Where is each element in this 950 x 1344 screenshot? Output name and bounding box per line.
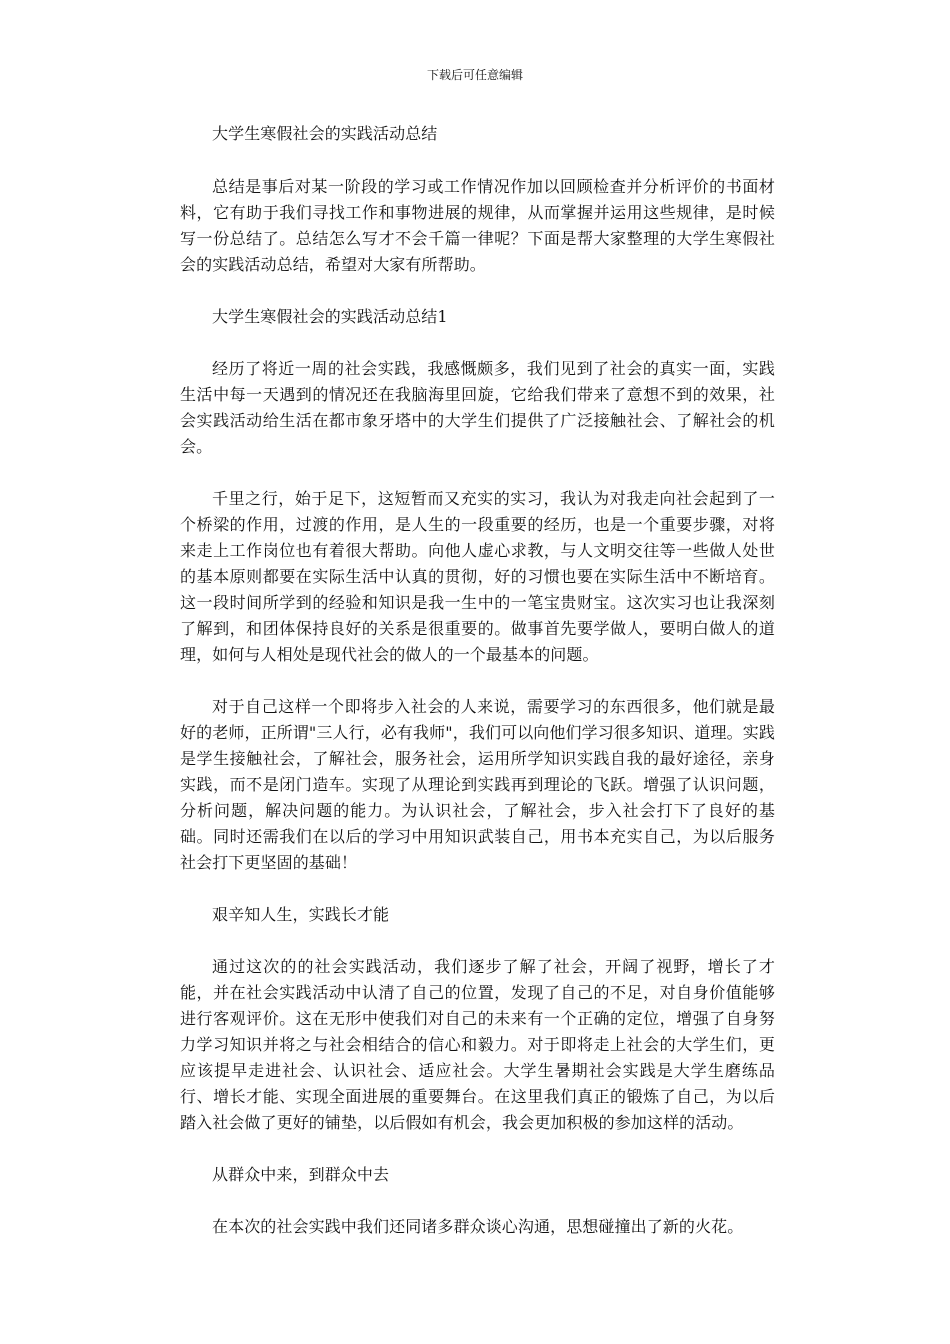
intro-paragraph: 总结是事后对某一阶段的学习或工作情况作加以回顾检查并分析评价的书面材料，它有助于我们寻找工作和事物进展的规律，从而掌握并运用这些规律，是时候写一份总结了。总结怎么写才不会千篇一律呢？下面是帮大家整理的大学生寒假社会的实践活动总结，希望对大家有所帮助。 [180, 177, 775, 274]
spacer [180, 876, 775, 902]
subheading: 艰辛知人生，实践长才能 [212, 905, 390, 924]
spacer [180, 278, 775, 304]
subheading: 从群众中来，到群众中去 [212, 1165, 390, 1184]
paragraph: 经历了将近一周的社会实践，我感慨颇多，我们见到了社会的真实一面，实践生活中每一天遇到的情况还在我脑海里回旋，它给我们带来了意想不到的效果，社会实践活动给生活在都市象牙塔中的大学生们提供了广泛接触社会、了解社会的机会。 [180, 359, 775, 456]
spacer [180, 668, 775, 694]
document-body [180, 121, 775, 1240]
paragraph: 对于自己这样一个即将步入社会的人来说，需要学习的东西很多，他们就是最好的老师，正所谓"三人行，必有我师"，我们可以向他们学习很多知识、道理。实践是学生接触社会，了解社会，服务社会，运用所学知识实践自我的最好途径，亲身实践，而不是闭门造车。实现了从理论到实践再到理论的飞跃。增强了认识问题，分析问题，解决问题的能力。为认识社会，了解社会，步入社会打下了良好的基础。同时还需我们在以后的学习中用知识武装自己，用书本充实自己，为以后服务社会打下更坚固的基础！ [180, 697, 775, 872]
spacer [180, 1136, 775, 1162]
paragraph: 千里之行，始于足下，这短暂而又充实的实习，我认为对我走向社会起到了一个桥梁的作用，过渡的作用，是人生的一段重要的经历，也是一个重要步骤，对将来走上工作岗位也有着很大帮助。向他人虚心求教，与人文明交往等一些做人处世的基本原则都要在实际生活中认真的贯彻，好的习惯也要在实际生活中不断培育。这一段时间所学到的经验和知识是我一生中的一笔宝贵财宝。这次实习也让我深刻了解到，和团体保持良好的关系是很重要的。做事首先要学做人，要明白做人的道理，如何与人相处是现代社会的做人的一个最基本的问题。 [180, 489, 775, 664]
spacer [180, 1188, 775, 1214]
document-title: 大学生寒假社会的实践活动总结 [212, 124, 438, 143]
paragraph: 在本次的社会实践中我们还同诸多群众谈心沟通，思想碰撞出了新的火花。 [212, 1217, 744, 1236]
paragraph: 通过这次的的社会实践活动，我们逐步了解了社会，开阔了视野，增长了才能，并在社会实践活动中认清了自己的位置，发现了自己的不足，对自身价值能够进行客观评价。这在无形中使我们对自己的未来有一个正确的定位，增强了自身努力学习知识并将之与社会相结合的信心和毅力。对于即将走上社会的大学生们，更应该提早走进社会、认识社会、适应社会。大学生暑期社会实践是大学生磨练品行、增长才能、实现全面进展的重要舞台。在这里我们真正的锻炼了自己，为以后踏入社会做了更好的铺垫，以后假如有机会，我会更加积极的参加这样的活动。 [180, 957, 775, 1132]
spacer [180, 330, 775, 356]
header-note: 下载后可任意编辑 [426, 68, 523, 82]
section-title: 大学生寒假社会的实践活动总结1 [212, 307, 448, 326]
spacer [180, 147, 775, 174]
spacer [180, 928, 775, 954]
spacer [180, 460, 775, 486]
